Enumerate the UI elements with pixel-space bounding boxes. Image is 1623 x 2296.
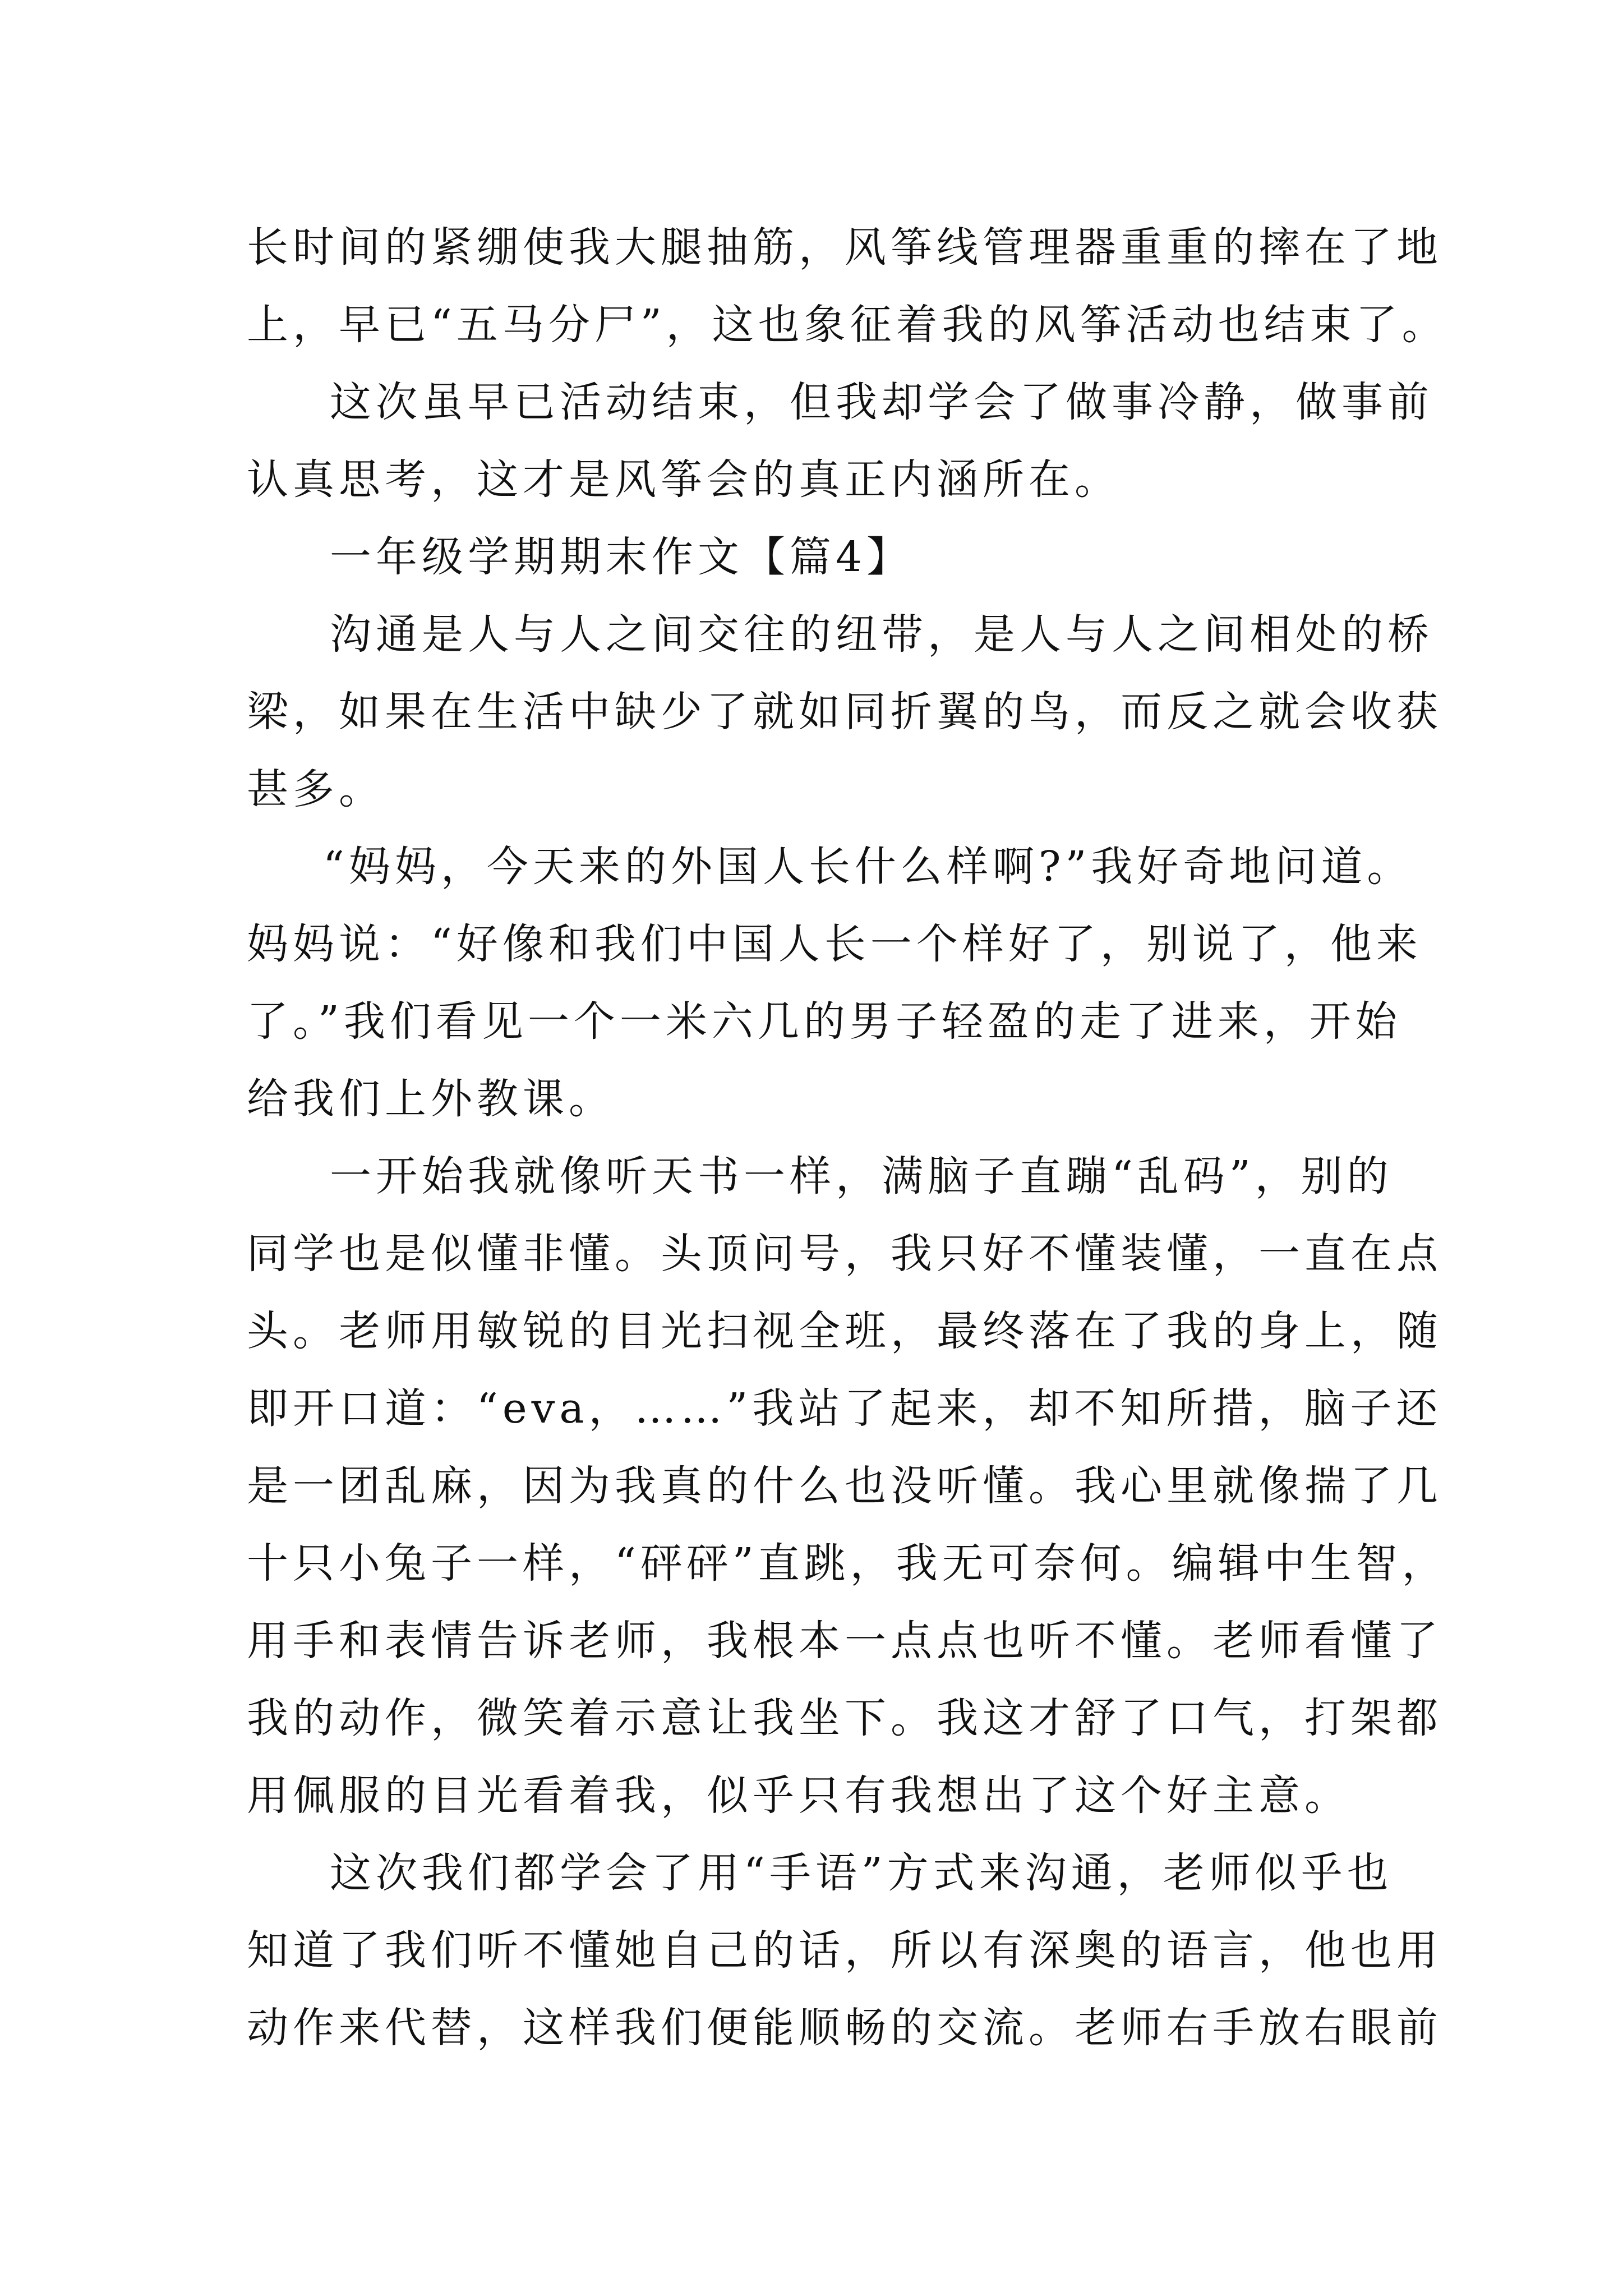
text-line: 我的动作，微笑着示意让我坐下。我这才舒了口气，打架都 (247, 1694, 1442, 1742)
text-line: 妈妈说：“好像和我们中国人长一个样好了，别说了，他来 (247, 920, 1422, 968)
text-line: 同学也是似懂非懂。头顶问号，我只好不懂装懂，一直在点 (247, 1230, 1442, 1278)
text-line: 长时间的紧绷使我大腿抽筋，风筝线管理器重重的摔在了地 (247, 223, 1442, 272)
text-line: 动作来代替，这样我们便能顺畅的交流。老师右手放右眼前 (247, 2004, 1442, 2052)
text-line: 是一团乱麻，因为我真的什么也没听懂。我心里就像揣了几 (247, 1462, 1442, 1510)
text-line: 梁，如果在生活中缺少了就如同折翼的鸟，而反之就会收获 (247, 688, 1442, 736)
text-line: 知道了我们听不懂她自己的话，所以有深奥的语言，他也用 (247, 1926, 1442, 1975)
text-line: 头。老师用敏锐的目光扫视全班，最终落在了我的身上，随 (247, 1307, 1442, 1355)
text-line: 用手和表情告诉老师，我根本一点点也听不懂。老师看懂了 (247, 1617, 1442, 1665)
text-line: 即开口道：“eva，……”我站了起来，却不知所措，脑子还 (247, 1384, 1442, 1433)
text-line: 了。”我们看见一个一米六几的男子轻盈的走了进来，开始 (247, 997, 1401, 1046)
text-line: 认真思考，这才是风筝会的真正内涵所在。 (247, 455, 1121, 504)
text-line: 给我们上外教课。 (247, 1075, 615, 1123)
text-line: 上，早已“五马分尸”，这也象征着我的风筝活动也结束了。 (247, 301, 1448, 349)
text-line: 甚多。 (247, 765, 385, 813)
section-heading: 一年级学期期末作文【篇4】 (330, 533, 913, 581)
text-line: 这次虽早已活动结束，但我却学会了做事冷静，做事前 (330, 378, 1433, 426)
text-line: 一开始我就像听天书一样，满脑子直蹦“乱码”，别的 (330, 1152, 1393, 1200)
document-body (247, 209, 1448, 2067)
text-line: 十只小兔子一样，“砰砰”直跳，我无可奈何。编辑中生智， (247, 1539, 1448, 1588)
text-line: “妈妈，今天来的外国人长什么样啊?”我好奇地问道。 (323, 843, 1413, 891)
text-line: 沟通是人与人之间交往的纽带，是人与人之间相处的桥 (330, 610, 1433, 659)
text-line: 这次我们都学会了用“手语”方式来沟通，老师似乎也 (330, 1849, 1393, 1897)
text-line: 用佩服的目光看着我，似乎只有我想出了这个好主意。 (247, 1772, 1350, 1820)
